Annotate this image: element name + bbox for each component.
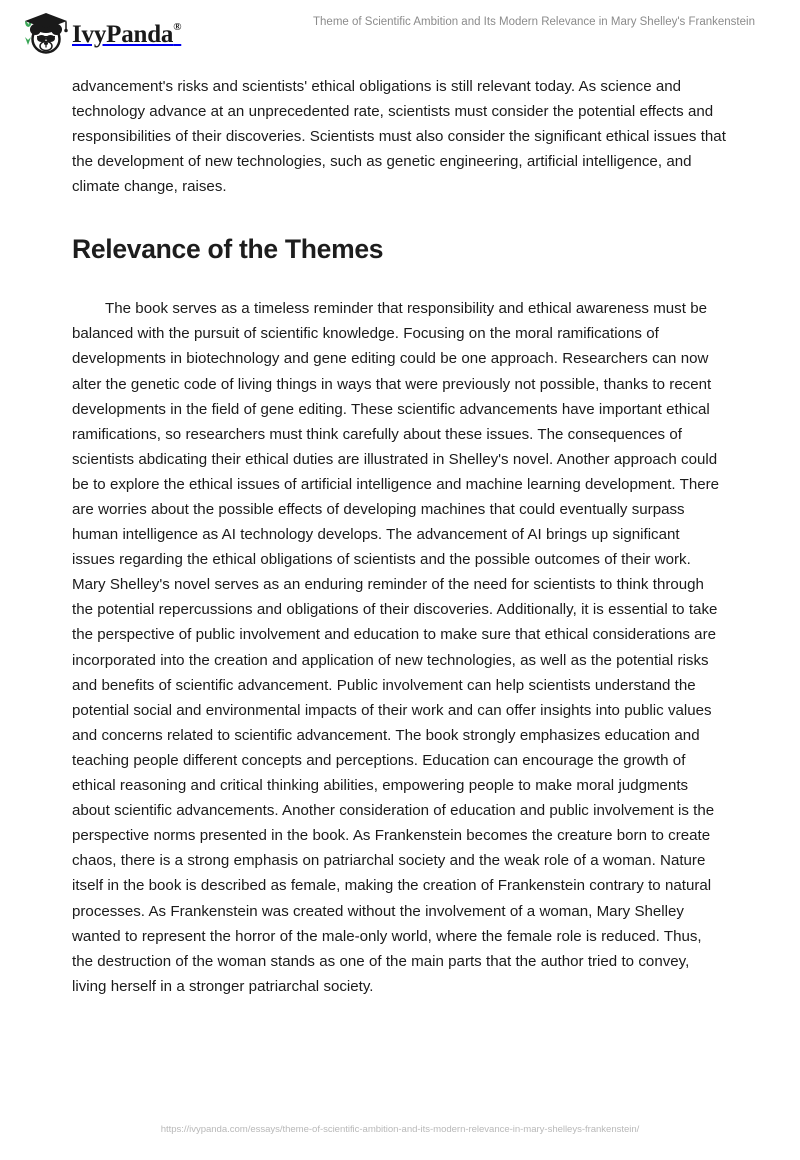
spacer-above-heading [72, 199, 726, 234]
brand-name [72, 22, 181, 47]
page-title: Theme of Scientific Ambition and Its Modern Relevance in Mary Shelley's Frankenstein [313, 16, 755, 28]
brand-logo-link[interactable] [14, 11, 181, 55]
panda-graduation-cap-logo-icon [14, 8, 70, 58]
source-url[interactable]: https://ivypanda.com/essays/theme-of-scientific-ambition-and-its-modern-relevance-in-mary-shelleys-frankenstein/ [160, 1124, 640, 1135]
document-content [72, 74, 726, 999]
paragraph-continued: advancement's risks and scientists' ethical obligations is still relevant today. As science and technology advance at an unprecedented rate, scientists must consider the potential effects and responsibilities of their discoveries. Scientists must also consider the significant ethical issues that the development of new technologies, such as genetic engineering, artificial intelligence, and climate change, raises. [72, 78, 726, 196]
brand-name-text: IvyPanda [72, 20, 174, 48]
page-footer [0, 1116, 800, 1160]
section-heading: Relevance of the Themes [72, 234, 384, 265]
paragraph-main: The book serves as a timeless reminder that responsibility and ethical awareness must be balanced with the pursuit of scientific knowledge. Focusing on the moral ramifications of developments in biotechnology and gene editing could be one approach. Researchers can now alter the genetic code of living things in ways that were previously not possible, thanks to recent developments in the field of gene editing. These scientific advancements have important ethical ramifications, so researchers must think carefully about these issues. The consequences of scientists abdicating their ethical duties are illustrated in Shelley's novel. Another approach could be to explore the ethical issues of artificial intelligence and machine learning development. There are worries about the possible effects of developing machines that could eventually surpass human intelligence as AI technology develops. The advancement of AI brings up significant issues regarding the ethical obligations of scientists and the possible outcomes of their work. Mary Shelley's novel serves as an enduring reminder of the need for scientists to think through the potential repercussions and obligations of their discoveries. Additionally, it is essential to take the perspective of public involvement and education to make sure that ethical considerations are incorporated into the creation and application of new technologies, as well as the potential risks and benefits of scientific advancement. Public involvement can help scientists understand the potential social and environmental impacts of their work and can offer insights into public values and concerns related to scientific advancement. The book strongly emphasizes education and teaching people different concepts and perceptions. Education can encourage the growth of ethical reasoning and critical thinking abilities, empowering people to make moral judgments about scientific advancements. Another consideration of education and public involvement is the perspective norms presented in the book. As Frankenstein becomes the creature born to create chaos, there is a strong emphasis on patriarchal society and the weak role of a woman. Nature itself in the book is described as female, making the creation of Frankenstein contrary to natural processes. As Frankenstein was created without the involvement of a woman, Mary Shelley wanted to represent the horror of the male-only world, where the female role is reduced. Thus, the destruction of the woman stands as one of the main parts that the author tried to convey, living herself in a stronger patriarchal society. [72, 300, 720, 995]
registered-trademark-icon: ® [173, 21, 182, 34]
spacer-below-heading [72, 266, 726, 296]
page-header [0, 0, 800, 66]
